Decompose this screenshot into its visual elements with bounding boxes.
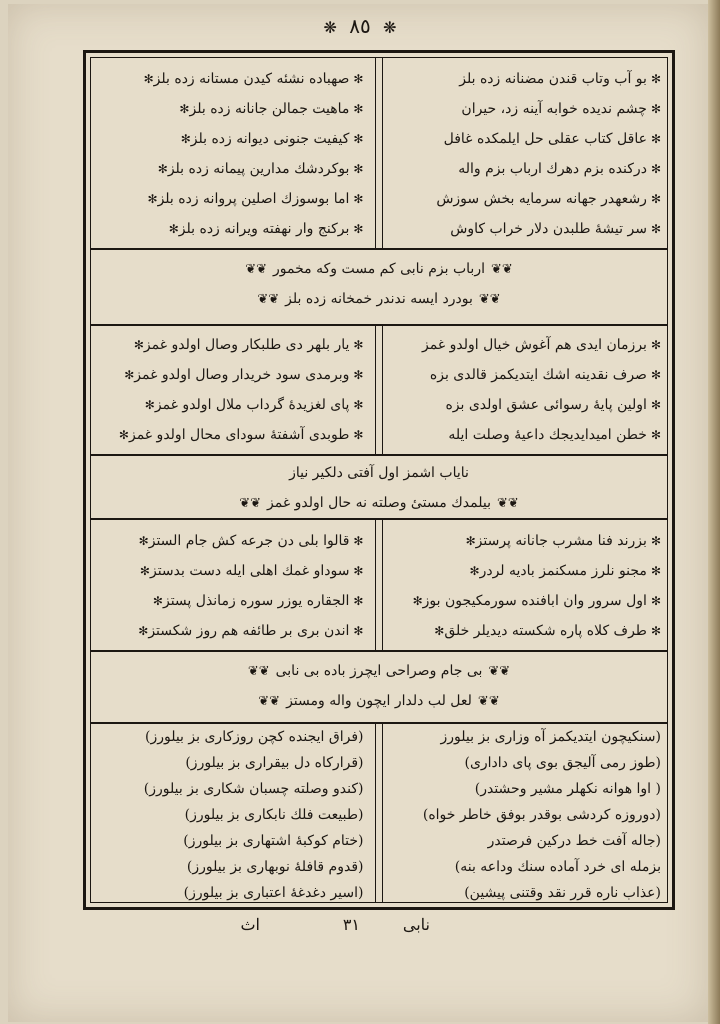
stanza-4	[91, 722, 667, 902]
verse-line: ✻رشعهدر جهانه سرمایه بخش سوزش	[436, 191, 661, 207]
stanza-1-left-column	[87, 64, 363, 244]
ornament-icon: ❋	[383, 18, 397, 37]
verse-line: ✻اول سرور وان ابافنده سورمکیجون بوز✻	[412, 593, 661, 609]
refrain-line: ❦❦بیلمدك مستیٔ وصلته نه حال اولدو غمز❦❦	[239, 495, 519, 511]
verse-line: (ختام کوکبهٔ اشتهاری بز بیلورز)	[183, 833, 364, 849]
stanza-4-right-column	[385, 724, 661, 906]
verse-line: ✻پای لغزیدهٔ گرداب ملال اولدو غمز✻	[144, 397, 364, 413]
verse-line: (فراق ایجنده کچن روزکاری بز بیلورز)	[144, 729, 364, 745]
verse-line: ✻طوبدی آشفتهٔ سودای محال اولدو غمز✻	[118, 427, 364, 443]
column-divider	[375, 520, 383, 650]
verse-line: ✻مجنو نلرز مسکنمز بادیه لردر✻	[469, 563, 661, 579]
verse-line: ✻خطن امیدایدیجك داعیهٔ وصلت ایله	[448, 427, 661, 443]
verse-line: (دوروزه کردشی بوقدر بوفق خاطر خواه)	[422, 807, 661, 823]
verse-line: (اسیر دغدغهٔ اعتباری بز بیلورز)	[183, 885, 364, 901]
text-frame	[83, 50, 675, 910]
verse-line: ✻بوکردشك مدارین پیمانه زده بلز✻	[157, 161, 364, 177]
stanza-3-left-column	[87, 526, 363, 646]
verse-line: ✻اندن بری بر طائفه هم روز شکستز✻	[138, 623, 364, 639]
ornament-icon: ❋	[323, 18, 337, 37]
page-number: ٨٥	[349, 14, 371, 38]
stanza-2-left-column	[87, 330, 363, 450]
footer-signature: نابی	[402, 915, 430, 934]
verse-line: ✻یار بلهر دی طلبکار وصال اولدو غمز✻	[133, 337, 364, 353]
refrain-line: ❦❦بی جام وصراحی ایچرز باده بی نابی❦❦	[247, 663, 511, 679]
page-edge	[708, 0, 720, 1024]
stanza-2-right-column	[385, 330, 661, 450]
stanza-3	[91, 520, 667, 652]
verse-line: (طوز رمی آلیجق بوی پای داداری)	[464, 755, 661, 771]
verse-line: ✻بو آب وتاب قندن مضنانه زده بلز	[459, 71, 661, 87]
verse-line: (سنکیچون ایتدیکمز آه وزاری بز بیلورز	[440, 729, 661, 745]
verse-line: ✻سوداو غمك اهلی ایله دست بدستز✻	[139, 563, 364, 579]
refrain-line: ❦❦لعل لب دلدار ایچون واله ومستز❦❦	[258, 693, 500, 709]
verse-line: (عذاب ناره قرر نقد وقتنی پیشین)	[464, 885, 661, 901]
verse-line: (جاله آفت خط درکین فرصتدر	[487, 833, 661, 849]
verse-line: ✻کیفیت جنونی دیوانه زده بلز✻	[180, 131, 364, 147]
frame-inner	[90, 57, 668, 903]
footer-number: ٣١	[342, 915, 360, 934]
verse-line: ✻صهباده نشئه کیدن مستانه زده بلز✻	[143, 71, 364, 87]
column-divider	[375, 324, 383, 454]
refrain-line: ❦❦بودرد ایسه ندندر خمخانه زده بلز❦❦	[257, 291, 501, 307]
column-divider	[375, 58, 383, 248]
verse-line: ✻بزرند فنا مشرب جانانه پرستز✻	[465, 533, 661, 549]
verse-line: ✻چشم ندیده خوابه آینه زد، حیران	[461, 101, 661, 117]
verse-line: ✻سر تیشهٔ طلبدن دلار خراب کاوش	[450, 221, 661, 237]
stanza-1-right-column	[385, 64, 661, 244]
verse-line: ( اوا هوانه نکهلر مشیر وحشتدر)	[474, 781, 661, 797]
refrain-3	[91, 652, 667, 724]
refrain-line: ❦❦ارباب بزم نابی کم مست وکه مخمور❦❦	[245, 261, 513, 277]
refrain-2	[91, 456, 667, 520]
verse-line: ✻قالوا بلی دن جرعه کش جام الستز✻	[138, 533, 364, 549]
verse-line: ✻برکنج وار نهفته ویرانه زده بلز✻	[168, 221, 364, 237]
verse-line: ✻عاقل کتاب عقلی حل ایلمکده غافل	[443, 131, 661, 147]
verse-line: بزمله ای خرد آماده سنك وداعه بنه)	[454, 859, 661, 875]
page-header	[0, 14, 720, 38]
verse-line: ✻اما بوسوزك اصلین پروانه زده بلز✻	[147, 191, 364, 207]
stanza-4-left-column	[87, 724, 363, 906]
verse-line: ✻ماهیت جمالن جانانه زده بلز✻	[179, 101, 364, 117]
footer-mark: اث	[240, 915, 260, 934]
verse-line: (طبیعت فلك نابکاری بز بیلورز)	[184, 807, 364, 823]
verse-line: ✻اولین پایهٔ رسوائی عشق اولدی بزه	[445, 397, 661, 413]
refrain-1	[91, 250, 667, 326]
column-divider	[375, 722, 383, 902]
verse-line: ✻برزمان ایدی هم آغوش خیال اولدو غمز	[422, 337, 661, 353]
verse-line: ✻وبرمدی سود خریدار وصال اولدو غمز✻	[124, 367, 364, 383]
verse-line: (کندو وصلته چسبان شکاری بز بیلورز)	[143, 781, 364, 797]
verse-line: ✻الجقاره یوزر سوره زمانذل پستز✻	[152, 593, 364, 609]
stanza-3-right-column	[385, 526, 661, 646]
verse-line: ✻درکنده بزم دهرك ارباب بزم واله	[458, 161, 661, 177]
verse-line: (قدوم قافلهٔ نوبهاری بز بیلورز)	[186, 859, 364, 875]
refrain-line: نایاب اشمز اول آفتی دلکیر نیاز	[289, 465, 469, 481]
verse-line: ✻صرف نقدینه اشك ایتدیکمز قالدی بزه	[429, 367, 661, 383]
stanza-1	[91, 58, 667, 250]
verse-line: (قرارکاه دل بیقراری بز بیلورز)	[185, 755, 364, 771]
verse-line: ✻طرف کلاه پاره شکسته دیدیلر خلق✻	[434, 623, 661, 639]
stanza-2	[91, 324, 667, 456]
